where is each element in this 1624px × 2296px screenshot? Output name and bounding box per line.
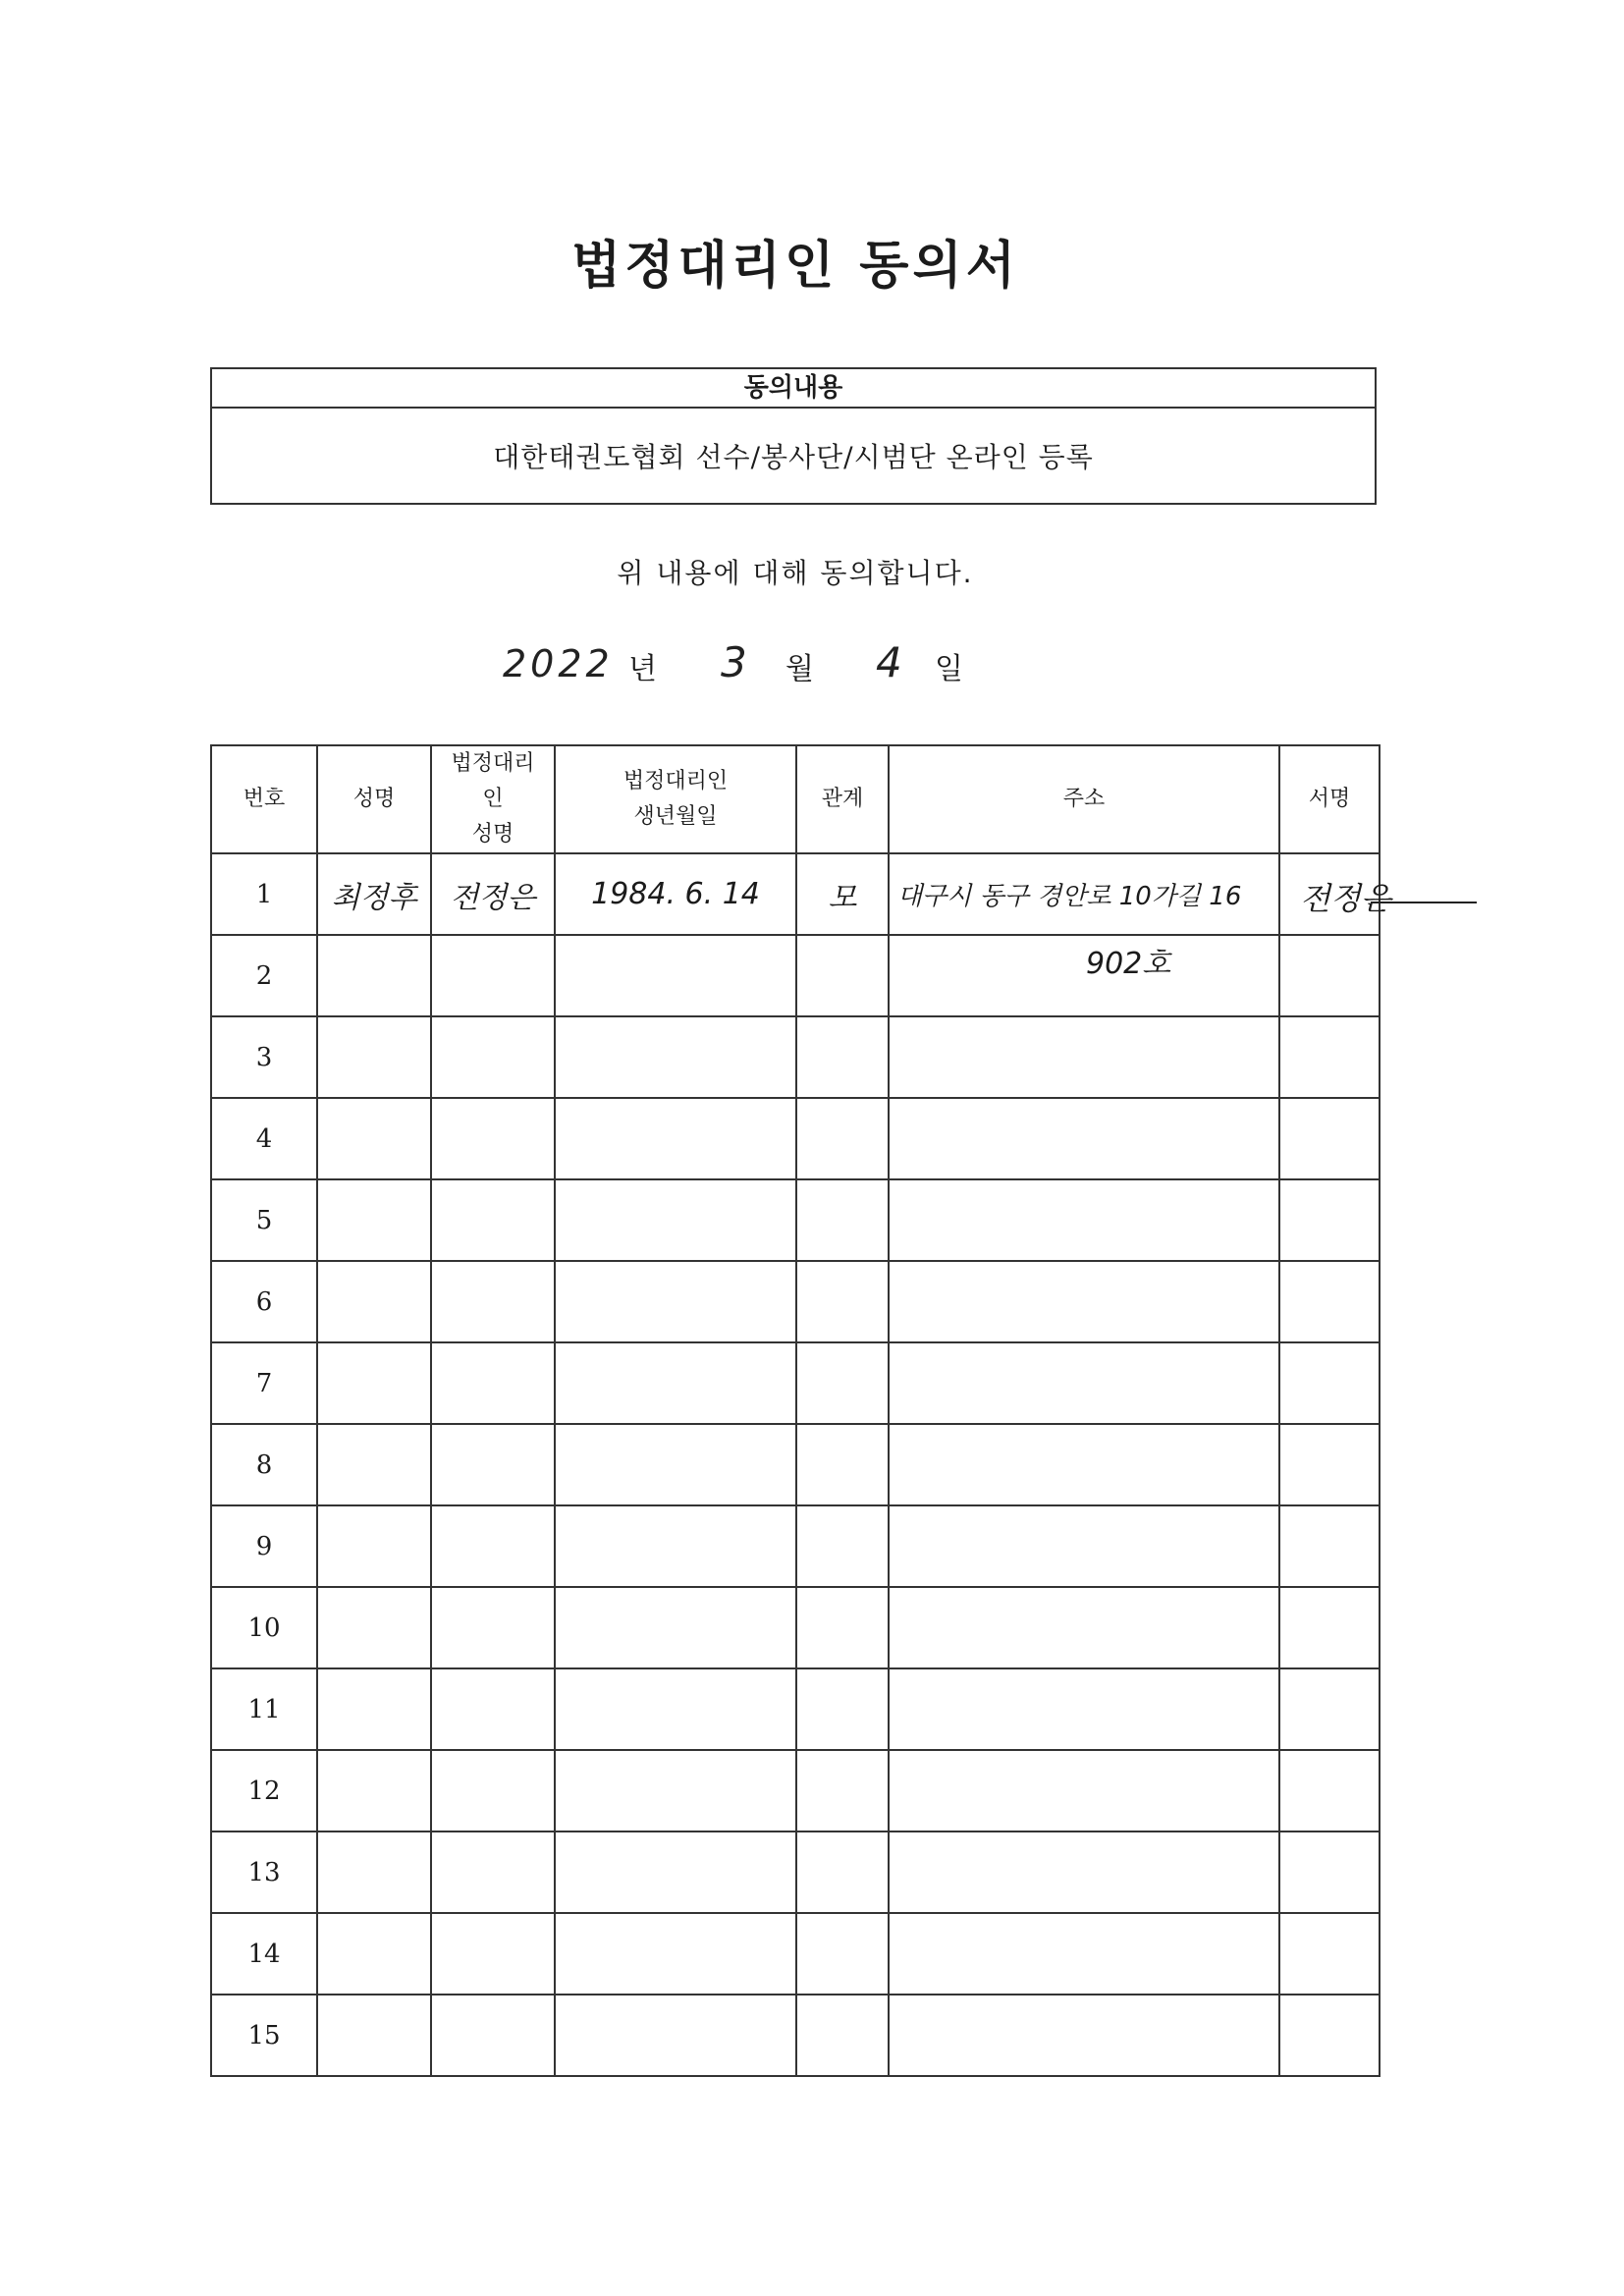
- header-rep-name: [431, 745, 555, 853]
- signature-text: 전정은: [1300, 880, 1391, 917]
- cell-signature: [1279, 1995, 1380, 2076]
- table-row: [211, 1424, 1380, 1505]
- cell-relation: [796, 1098, 889, 1179]
- cell-rep-name: [431, 1668, 555, 1750]
- cell-rep-name: [431, 1995, 555, 2076]
- header-relation: 관계: [796, 745, 889, 853]
- table-row: [211, 1505, 1380, 1587]
- cell-address: [889, 1750, 1279, 1831]
- cell-rep-birth: [555, 1505, 796, 1587]
- cell-no: 9: [211, 1505, 317, 1587]
- date-day-unit: 일: [935, 652, 963, 686]
- cell-no: 3: [211, 1016, 317, 1098]
- cell-name: [317, 1261, 431, 1342]
- address-line1: 대구시 동구 경안로 10가길 16: [897, 882, 1242, 911]
- cell-relation: [796, 1587, 889, 1668]
- cell-no: 4: [211, 1098, 317, 1179]
- table-row: [211, 1995, 1380, 2076]
- cell-address: [889, 1505, 1279, 1587]
- cell-rep-birth: [555, 1831, 796, 1913]
- cell-rep-birth: [555, 1261, 796, 1342]
- date-year: 2022: [503, 642, 614, 685]
- cell-rep-name: [431, 1261, 555, 1342]
- cell-signature: [1279, 1098, 1380, 1179]
- cell-relation: [796, 1342, 889, 1424]
- cell-rep-name: [431, 1424, 555, 1505]
- cell-address: [889, 1098, 1279, 1179]
- cell-name: [317, 1016, 431, 1098]
- table-row: [211, 1016, 1380, 1098]
- cell-name: [317, 1750, 431, 1831]
- cell-address: [889, 1016, 1279, 1098]
- table-row: [211, 1913, 1380, 1995]
- cell-rep-birth: [555, 935, 796, 1016]
- table-row: [211, 1668, 1380, 1750]
- table-row: [211, 1587, 1380, 1668]
- table-row: [211, 1179, 1380, 1261]
- table-row: [211, 1750, 1380, 1831]
- cell-address: [889, 1913, 1279, 1995]
- cell-signature: [1279, 1913, 1380, 1995]
- cell-relation: [796, 1668, 889, 1750]
- cell-no: 10: [211, 1587, 317, 1668]
- cell-rep-name: [431, 1505, 555, 1587]
- header-rep-birth-line2: 생년월일: [633, 804, 718, 829]
- cell-no: 12: [211, 1750, 317, 1831]
- table-row: [211, 1261, 1380, 1342]
- date-row: [0, 638, 1624, 697]
- document-title: 법정대리인 동의서: [571, 237, 1019, 296]
- cell-rep-birth: [555, 1098, 796, 1179]
- cell-signature: [1279, 935, 1380, 1016]
- cell-rep-name: [431, 1179, 555, 1261]
- header-address: 주소: [889, 745, 1279, 853]
- header-rep-name-line1: 법정대리: [451, 751, 535, 776]
- cell-signature: [1279, 1587, 1380, 1668]
- cell-name: [317, 1995, 431, 2076]
- cell-relation: [796, 1424, 889, 1505]
- cell-rep-birth: 1984. 6. 14: [555, 853, 796, 935]
- cell-rep-name: [431, 1831, 555, 1913]
- cell-rep-birth: [555, 1587, 796, 1668]
- cell-relation: [796, 1831, 889, 1913]
- cell-address: [889, 1995, 1279, 2076]
- cell-no: 5: [211, 1179, 317, 1261]
- registration-table: [210, 744, 1391, 2077]
- consent-body: 대한태권도협회 선수/봉사단/시범단 온라인 등록: [493, 441, 1094, 473]
- cell-name: [317, 1424, 431, 1505]
- cell-rep-name: [431, 1750, 555, 1831]
- cell-no: 11: [211, 1668, 317, 1750]
- date-day: 4: [876, 638, 902, 686]
- cell-address: [889, 935, 1279, 1016]
- cell-name: [317, 1505, 431, 1587]
- cell-no: 15: [211, 1995, 317, 2076]
- cell-signature: [1279, 1668, 1380, 1750]
- date-month-unit: 월: [785, 652, 814, 686]
- header-name: 성명: [317, 745, 431, 853]
- cell-no: 8: [211, 1424, 317, 1505]
- cell-address: [889, 1342, 1279, 1424]
- agree-statement: 위 내용에 대해 동의합니다.: [617, 557, 974, 589]
- cell-relation: [796, 1261, 889, 1342]
- cell-no: 7: [211, 1342, 317, 1424]
- date-month: 3: [721, 638, 747, 686]
- cell-name: [317, 1587, 431, 1668]
- table-row: [211, 935, 1380, 1016]
- cell-name: [317, 1342, 431, 1424]
- header-rep-birth-line1: 법정대리인: [623, 769, 729, 793]
- cell-no: 6: [211, 1261, 317, 1342]
- cell-rep-name: [431, 1098, 555, 1179]
- header-rep-name-line3: 성명: [471, 822, 514, 847]
- signature-stroke: [1371, 902, 1477, 903]
- cell-name: 최정후: [317, 853, 431, 935]
- cell-rep-birth: [555, 1668, 796, 1750]
- cell-signature: [1279, 1424, 1380, 1505]
- cell-signature: [1279, 1261, 1380, 1342]
- cell-address: [889, 1424, 1279, 1505]
- cell-signature: [1279, 1179, 1380, 1261]
- cell-signature: [1279, 1342, 1380, 1424]
- cell-name: [317, 1913, 431, 1995]
- cell-relation: 모: [796, 853, 889, 935]
- cell-no: 1: [211, 853, 317, 935]
- cell-signature: [1279, 1505, 1380, 1587]
- consent-header: 동의내용: [212, 369, 1375, 409]
- cell-rep-birth: [555, 1424, 796, 1505]
- cell-relation: [796, 1016, 889, 1098]
- table-row: [211, 1342, 1380, 1424]
- table-header-row: [211, 745, 1380, 853]
- cell-rep-name: [431, 935, 555, 1016]
- cell-rep-name: [431, 1587, 555, 1668]
- cell-address: [889, 1831, 1279, 1913]
- cell-name: [317, 1098, 431, 1179]
- cell-rep-name: [431, 1016, 555, 1098]
- cell-relation: [796, 1505, 889, 1587]
- table-row: [211, 1831, 1380, 1913]
- cell-no: 14: [211, 1913, 317, 1995]
- address-line2: 902호: [1086, 947, 1171, 981]
- cell-rep-birth: [555, 1179, 796, 1261]
- cell-no: 2: [211, 935, 317, 1016]
- cell-no: 13: [211, 1831, 317, 1913]
- table-row: [211, 853, 1380, 935]
- cell-name: [317, 935, 431, 1016]
- cell-rep-name: [431, 1913, 555, 1995]
- cell-address: [889, 1587, 1279, 1668]
- cell-signature: [1279, 1750, 1380, 1831]
- header-no: 번호: [211, 745, 317, 853]
- cell-signature: [1279, 1831, 1380, 1913]
- header-rep-name-line2: 인: [482, 787, 504, 811]
- header-signature: 서명: [1279, 745, 1380, 853]
- cell-relation: [796, 1179, 889, 1261]
- cell-relation: [796, 1913, 889, 1995]
- cell-rep-name: [431, 1342, 555, 1424]
- date-year-unit: 년: [628, 652, 657, 686]
- cell-relation: [796, 1995, 889, 2076]
- cell-address: [889, 1261, 1279, 1342]
- cell-rep-birth: [555, 1913, 796, 1995]
- header-rep-birth: [555, 745, 796, 853]
- cell-rep-birth: [555, 1995, 796, 2076]
- consent-box: [210, 367, 1377, 505]
- cell-relation: [796, 1750, 889, 1831]
- table-row: [211, 1098, 1380, 1179]
- cell-signature: [1279, 853, 1391, 935]
- cell-rep-birth: [555, 1342, 796, 1424]
- cell-relation: [796, 935, 889, 1016]
- cell-rep-birth: [555, 1016, 796, 1098]
- cell-rep-name: 전정은: [431, 853, 555, 935]
- cell-signature: [1279, 1016, 1380, 1098]
- cell-name: [317, 1831, 431, 1913]
- cell-address: [889, 1179, 1279, 1261]
- cell-name: [317, 1668, 431, 1750]
- cell-rep-birth: [555, 1750, 796, 1831]
- cell-address: [889, 853, 1279, 981]
- cell-name: [317, 1179, 431, 1261]
- cell-address: [889, 1668, 1279, 1750]
